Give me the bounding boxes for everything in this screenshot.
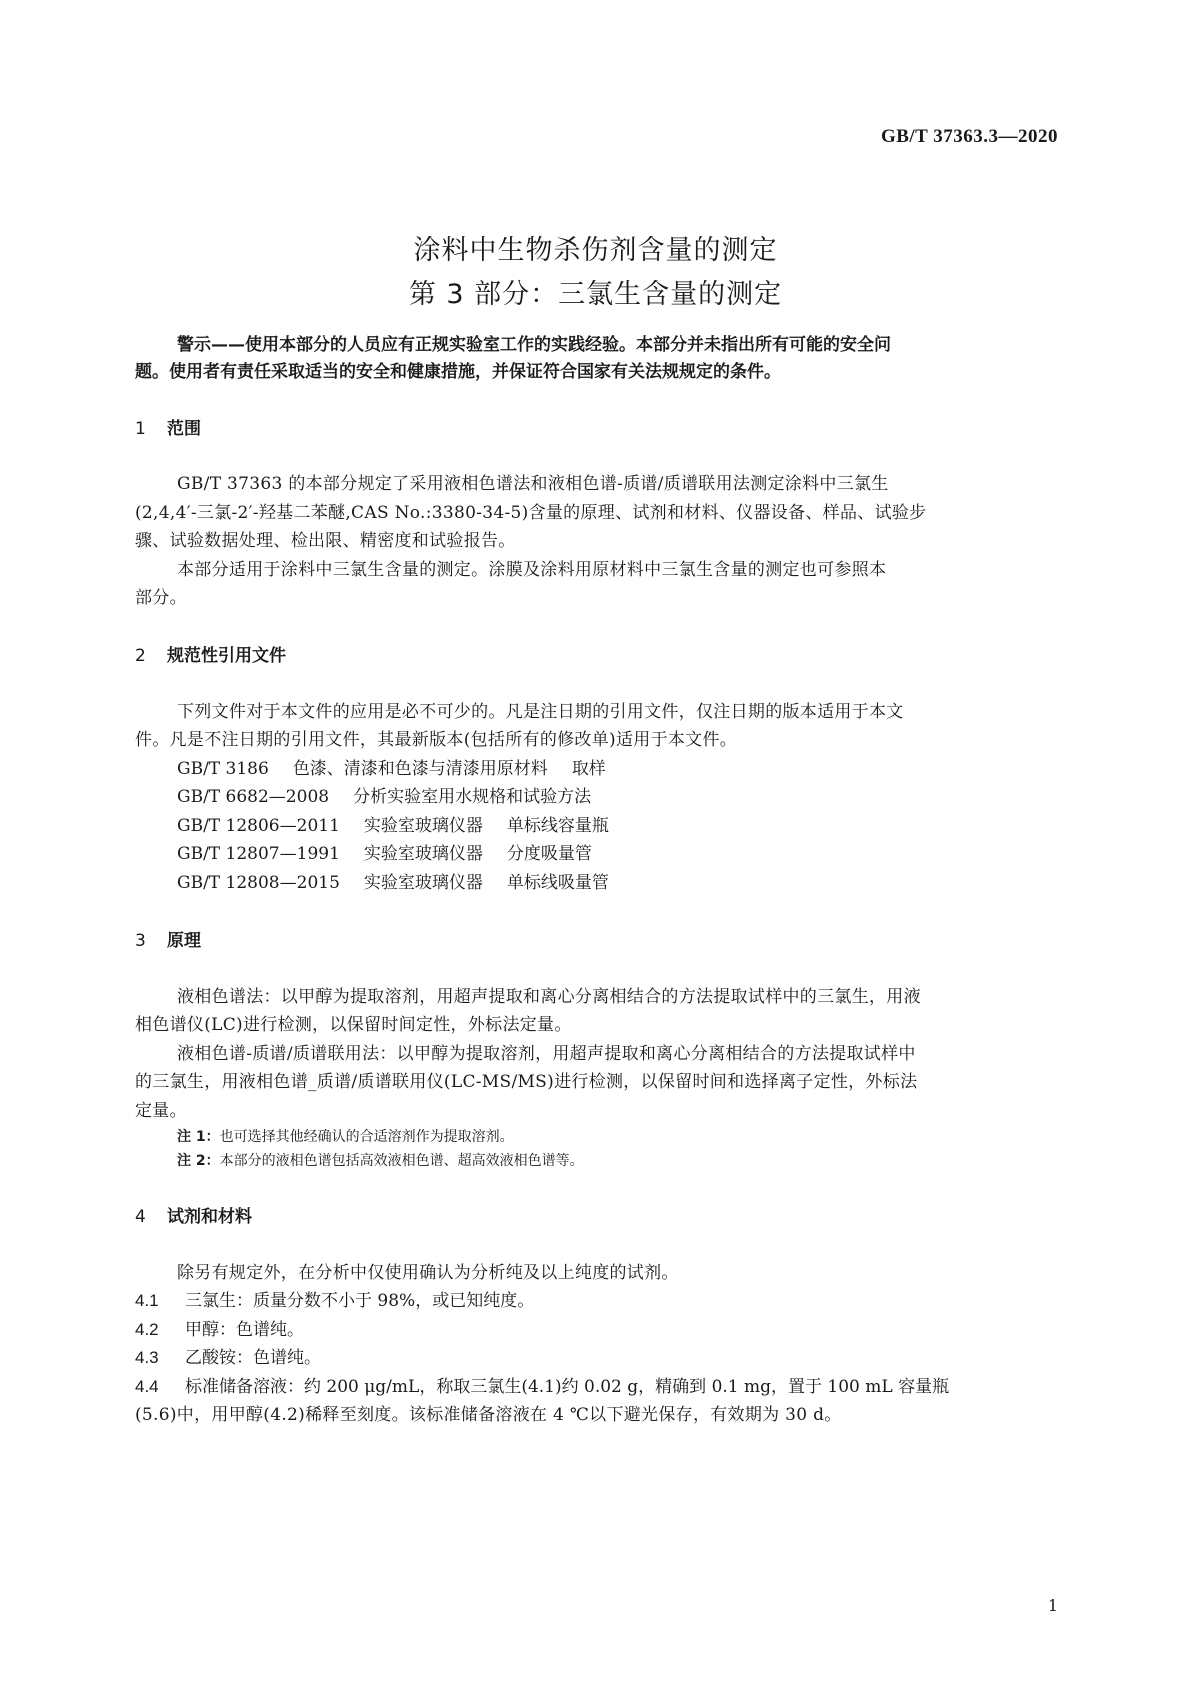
item-number: 4.4 — [135, 1377, 159, 1396]
paragraph-line: (5.6)中，用甲醇(4.2)稀释至刻度。该标准储备溶液在 4 ℃以下避光保存，有效期为 30 d。 — [135, 1405, 842, 1425]
item-text: 标准储备溶液：约 200 μg/mL，称取三氯生(4.1)约 0.02 g，精确到 0.1 mg，置于 100 mL 容量瓶 — [185, 1377, 950, 1397]
item-text: 三氯生：质量分数不小于 98%，或已知纯度。 — [185, 1291, 535, 1311]
paragraph-line: 液相色谱-质谱/质谱联用法：以甲醇为提取溶剂，用超声提取和离心分离相结合的方法提取试样中 — [177, 1044, 916, 1064]
list-item — [135, 1286, 534, 1311]
reference-item — [177, 868, 609, 893]
reference-name: 实验室玻璃仪器 — [363, 873, 483, 893]
reference-item — [177, 839, 592, 864]
note-text: 本部分的液相色谱包括高效液相色谱、超高效液相色谱等。 — [219, 1153, 584, 1169]
paragraph-line: 定量。 — [135, 1101, 187, 1121]
section-2-heading — [135, 641, 286, 666]
item-text: 乙酸铵：色谱纯。 — [185, 1348, 321, 1368]
section-number: 1 — [135, 419, 146, 439]
reference-extra: 取样 — [571, 759, 606, 779]
reference-name: 实验室玻璃仪器 — [363, 844, 483, 864]
note-label: 注 1： — [177, 1129, 220, 1145]
reference-extra: 单标线吸量管 — [506, 873, 609, 893]
note — [177, 1150, 584, 1170]
paragraph-line: 部分。 — [135, 588, 187, 608]
item-number: 4.3 — [135, 1348, 159, 1367]
reference-extra: 单标线容量瓶 — [506, 816, 609, 836]
note — [177, 1126, 514, 1146]
section-number: 4 — [135, 1207, 146, 1227]
section-title: 原理 — [167, 931, 201, 951]
section-1-heading — [135, 414, 201, 439]
reference-name: 实验室玻璃仪器 — [363, 816, 483, 836]
warning-line-2: 题。使用者有责任采取适当的安全和健康措施，并保证符合国家有关法规规定的条件。 — [135, 362, 781, 382]
reference-name: 分析实验室用水规格和试验方法 — [353, 787, 592, 807]
standard-code: GB/T 37363.3—2020 — [880, 126, 1058, 147]
section-number: 2 — [135, 646, 146, 666]
section-title: 规范性引用文件 — [167, 646, 286, 666]
page-number: 1 — [1047, 1596, 1058, 1615]
section-title: 试剂和材料 — [167, 1207, 252, 1227]
document-title: 涂料中生物杀伤剂含量的测定 — [413, 235, 778, 266]
item-text: 甲醇：色谱纯。 — [185, 1320, 304, 1340]
section-3-heading — [135, 926, 201, 951]
reference-code: GB/T 3186 — [177, 759, 269, 779]
reference-item — [177, 811, 609, 836]
reference-code: GB/T 12807—1991 — [177, 844, 340, 864]
reference-code: GB/T 12806—2011 — [177, 816, 340, 836]
paragraph-line: 液相色谱法：以甲醇为提取溶剂，用超声提取和离心分离相结合的方法提取试样中的三氯生，用液 — [177, 987, 921, 1007]
paragraph-line: 下列文件对于本文件的应用是必不可少的。凡是注日期的引用文件，仅注日期的版本适用于本文 — [177, 702, 904, 722]
reference-item — [177, 782, 591, 807]
section-title: 范围 — [167, 419, 201, 439]
item-number: 4.1 — [135, 1291, 159, 1310]
reference-name: 色漆、清漆和色漆与清漆用原材料 — [292, 759, 548, 779]
list-item — [135, 1372, 949, 1397]
note-text: 也可选择其他经确认的合适溶剂作为提取溶剂。 — [219, 1129, 514, 1145]
paragraph-line: 相色谱仪(LC)进行检测，以保留时间定性，外标法定量。 — [135, 1015, 572, 1035]
note-label: 注 2： — [177, 1153, 220, 1169]
section-4-heading — [135, 1202, 252, 1227]
paragraph-line: GB/T 37363 的本部分规定了采用液相色谱法和液相色谱-质谱/质谱联用法测定涂料中三氯生 — [177, 474, 889, 494]
list-item — [135, 1343, 321, 1368]
paragraph-line: 除另有规定外，在分析中仅使用确认为分析纯及以上纯度的试剂。 — [177, 1263, 679, 1283]
item-number: 4.2 — [135, 1320, 159, 1339]
document-subtitle: 第 3 部分：三氯生含量的测定 — [408, 279, 783, 310]
reference-extra: 分度吸量管 — [506, 844, 592, 864]
section-number: 3 — [135, 931, 146, 951]
paragraph-line: 本部分适用于涂料中三氯生含量的测定。涂膜及涂料用原材料中三氯生含量的测定也可参照本 — [177, 560, 887, 580]
warning-line-1: 警示——使用本部分的人员应有正规实验室工作的实践经验。本部分并未指出所有可能的安全问 — [177, 335, 891, 355]
paragraph-line: 的三氯生，用液相色谱_质谱/质谱联用仪(LC-MS/MS)进行检测，以保留时间和选择离子定性，外标法 — [135, 1072, 918, 1092]
paragraph-line: (2,4,4′-三氯-2′-羟基二苯醚,CAS No.:3380-34-5)含量的原理、试剂和材料、仪器设备、样品、试验步 — [135, 503, 927, 523]
reference-code: GB/T 12808—2015 — [177, 873, 340, 893]
paragraph-line: 骤、试验数据处理、检出限、精密度和试验报告。 — [135, 531, 516, 551]
paragraph-line: 件。凡是不注日期的引用文件，其最新版本(包括所有的修改单)适用于本文件。 — [135, 730, 738, 750]
reference-code: GB/T 6682—2008 — [177, 787, 330, 807]
list-item — [135, 1315, 304, 1340]
reference-item — [177, 754, 606, 779]
